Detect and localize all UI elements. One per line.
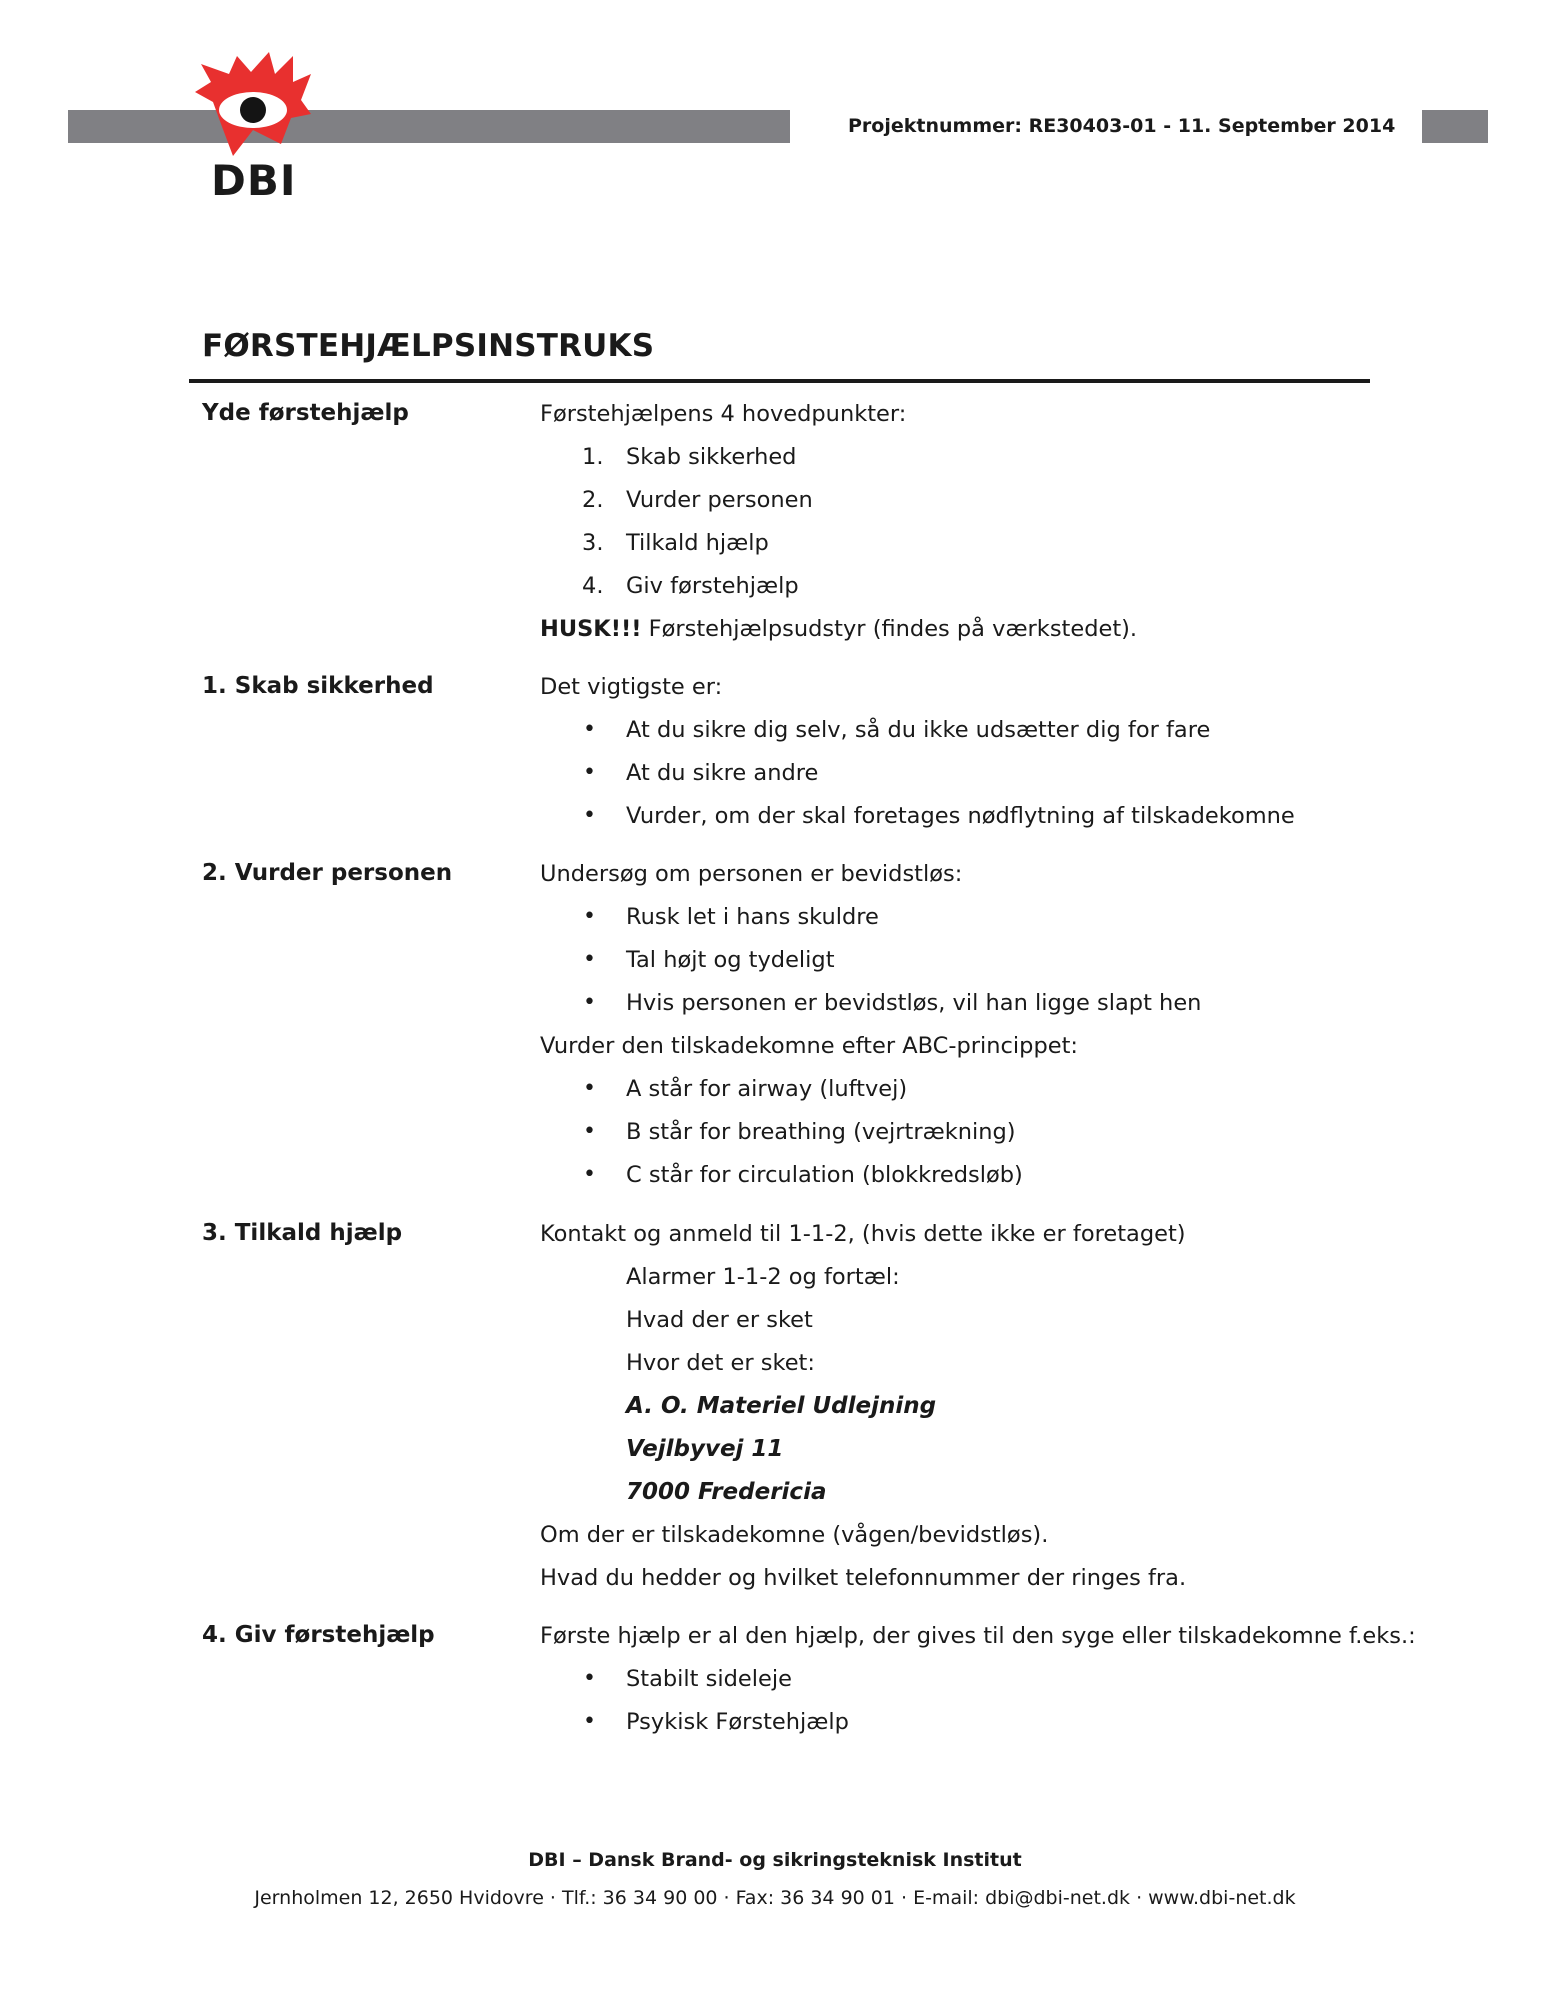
- bullet-icon: •: [583, 1709, 596, 1734]
- bullet-icon: •: [583, 947, 596, 972]
- address-street: Vejlbyvej 11: [626, 1436, 784, 1462]
- list-item: At du sikre dig selv, så du ikke udsætter dig for fare: [626, 717, 1211, 743]
- section-label-vurder-personen: 2. Vurder personen: [202, 860, 453, 886]
- list-item: Skab sikkerhed: [626, 444, 797, 470]
- page-title: FØRSTEHJÆLPSINSTRUKS: [202, 328, 655, 364]
- list-number: 4.: [582, 573, 604, 599]
- list-item: Tal højt og tydeligt: [626, 947, 835, 973]
- bullet-icon: •: [583, 1119, 596, 1144]
- footer-contact: Jernholmen 12, 2650 Hvidovre · Tlf.: 36 34 90 00 · Fax: 36 34 90 01 · E-mail: dbi@dbi-net.dk · www.dbi-net.dk: [254, 1887, 1296, 1909]
- bullet-icon: •: [583, 1162, 596, 1187]
- list-item: C står for circulation (blokkredsløb): [626, 1162, 1023, 1188]
- address-city: 7000 Fredericia: [626, 1479, 827, 1505]
- address-company: A. O. Materiel Udlejning: [626, 1393, 937, 1419]
- bullet-icon: •: [583, 990, 596, 1015]
- list-item: Vurder personen: [626, 487, 813, 513]
- header-bar-left: [68, 110, 790, 143]
- list-item: Vurder, om der skal foretages nødflytning af tilskadekomne: [626, 803, 1295, 829]
- bullet-icon: •: [583, 760, 596, 785]
- title-rule: [189, 379, 1370, 383]
- section-intro: Undersøg om personen er bevidstløs:: [540, 861, 963, 887]
- dbi-logo-flame-eye-icon: [193, 52, 323, 162]
- instruction-line: Om der er tilskadekomne (vågen/bevidstløs).: [540, 1522, 1049, 1548]
- bullet-icon: •: [583, 1076, 596, 1101]
- instruction-line: Hvad du hedder og hvilket telefonnummer der ringes fra.: [540, 1565, 1187, 1591]
- list-number: 1.: [582, 444, 604, 470]
- instruction-line: Hvad der er sket: [626, 1307, 813, 1333]
- list-item: A står for airway (luftvej): [626, 1076, 908, 1102]
- list-item: Rusk let i hans skuldre: [626, 904, 879, 930]
- header-bar-right: [1422, 110, 1488, 143]
- bullet-icon: •: [583, 904, 596, 929]
- list-number: 2.: [582, 487, 604, 513]
- bullet-icon: •: [583, 717, 596, 742]
- list-item: Hvis personen er bevidstløs, vil han ligge slapt hen: [626, 990, 1202, 1016]
- project-number: Projektnummer: RE30403-01 - 11. September 2014: [848, 115, 1396, 137]
- footer-organization: DBI – Dansk Brand- og sikringsteknisk Institut: [528, 1849, 1022, 1871]
- section-label-tilkald-hjaelp: 3. Tilkald hjælp: [202, 1220, 403, 1246]
- section-intro-abc: Vurder den tilskadekomne efter ABC-princippet:: [540, 1033, 1078, 1059]
- section-intro: Kontakt og anmeld til 1-1-2, (hvis dette ikke er foretaget): [540, 1221, 1186, 1247]
- section-label-yde-forstehjaelp: Yde førstehjælp: [202, 400, 409, 426]
- list-item: At du sikre andre: [626, 760, 819, 786]
- reminder-text: Førstehjælpsudstyr (findes på værkstedet).: [641, 616, 1138, 642]
- list-item: Tilkald hjælp: [626, 530, 769, 556]
- reminder-bold: HUSK!!!: [540, 616, 642, 642]
- list-item: Giv førstehjælp: [626, 573, 799, 599]
- section-intro: Førstehjælpens 4 hovedpunkter:: [540, 401, 907, 427]
- instruction-line: Alarmer 1-1-2 og fortæl:: [626, 1264, 900, 1290]
- bullet-icon: •: [583, 1666, 596, 1691]
- instruction-line: Hvor det er sket:: [626, 1350, 815, 1376]
- list-item: Stabilt sideleje: [626, 1666, 792, 1692]
- dbi-logo: [193, 52, 323, 205]
- section-label-giv-forstehjaelp: 4. Giv førstehjælp: [202, 1622, 435, 1648]
- section-intro: Første hjælp er al den hjælp, der gives til den syge eller tilskadekomne f.eks.:: [540, 1623, 1416, 1649]
- list-item: B står for breathing (vejrtrækning): [626, 1119, 1016, 1145]
- list-number: 3.: [582, 530, 604, 556]
- bullet-icon: •: [583, 803, 596, 828]
- section-label-skab-sikkerhed: 1. Skab sikkerhed: [202, 673, 434, 699]
- list-item: Psykisk Førstehjælp: [626, 1709, 849, 1735]
- reminder-note: [540, 616, 1137, 642]
- logo-text: DBI: [211, 156, 297, 205]
- section-intro: Det vigtigste er:: [540, 674, 723, 700]
